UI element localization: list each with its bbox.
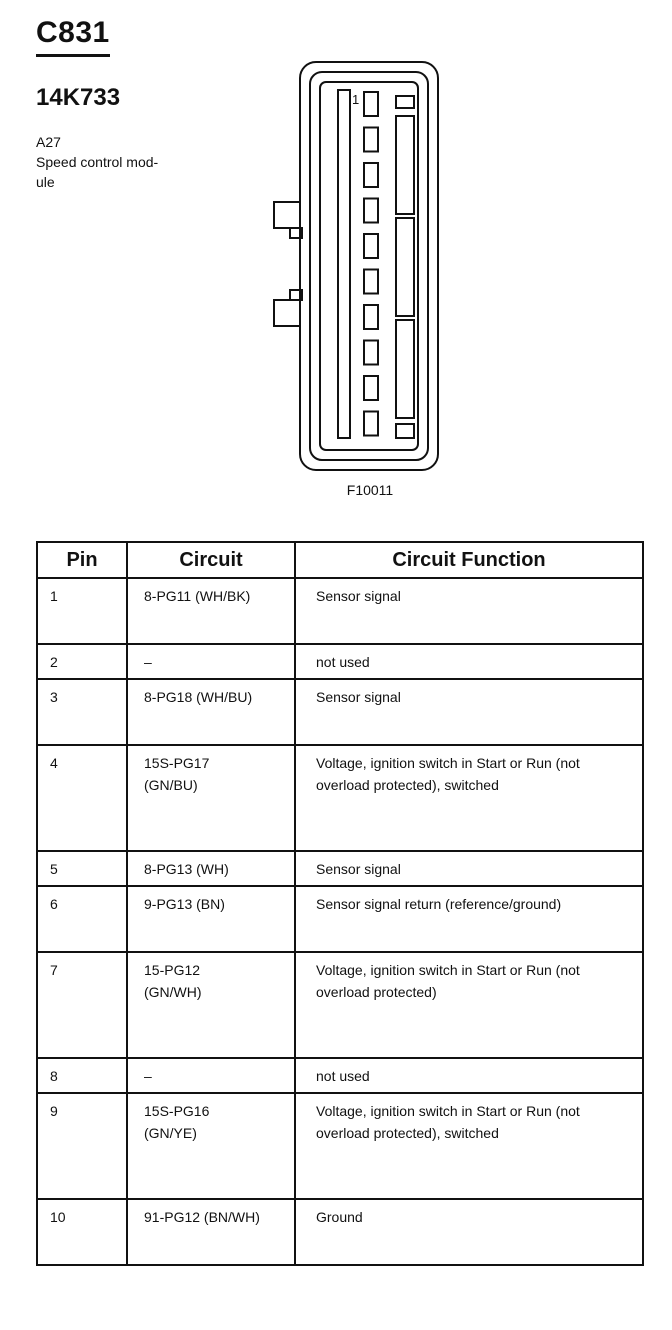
table-row bbox=[37, 1058, 643, 1093]
table-row bbox=[37, 886, 643, 952]
connector-left-rail bbox=[338, 90, 350, 438]
connector-latch-upper bbox=[274, 202, 300, 228]
function-cell: Voltage, ignition switch in Start or Run (not overload protected) bbox=[295, 952, 643, 1058]
table-row bbox=[37, 745, 643, 851]
pin-cell: 3 bbox=[37, 679, 127, 745]
pin-cavity-2 bbox=[364, 128, 378, 152]
circuit-cell: 15S-PG17 (GN/BU) bbox=[127, 745, 295, 851]
function-cell: Sensor signal bbox=[295, 679, 643, 745]
connector-right-rib-1 bbox=[396, 116, 414, 214]
part-number: 14K733 bbox=[36, 84, 121, 111]
function-cell: not used bbox=[295, 1058, 643, 1093]
function-cell: Voltage, ignition switch in Start or Run (not overload protected), switched bbox=[295, 1093, 643, 1199]
table-row bbox=[37, 578, 643, 644]
function-column-header: Circuit Function bbox=[295, 542, 643, 578]
pin-cell: 4 bbox=[37, 745, 127, 851]
pin-cavity-1 bbox=[364, 92, 378, 116]
function-cell: Sensor signal bbox=[295, 851, 643, 886]
location-code: A27 bbox=[36, 134, 61, 150]
connector-face-diagram bbox=[268, 58, 448, 478]
function-cell: not used bbox=[295, 644, 643, 679]
function-cell: Ground bbox=[295, 1199, 643, 1265]
circuit-cell: – bbox=[127, 1058, 295, 1093]
circuit-cell: 15S-PG16 (GN/YE) bbox=[127, 1093, 295, 1199]
pin-cell: 7 bbox=[37, 952, 127, 1058]
pin-cell: 8 bbox=[37, 1058, 127, 1093]
pin-1-label: 1 bbox=[352, 92, 360, 107]
table-row bbox=[37, 1093, 643, 1199]
connector-right-rib-2 bbox=[396, 218, 414, 316]
circuit-cell: 15-PG12 (GN/WH) bbox=[127, 952, 295, 1058]
function-cell: Sensor signal return (reference/ground) bbox=[295, 886, 643, 952]
pin-cell: 2 bbox=[37, 644, 127, 679]
pin-cell: 6 bbox=[37, 886, 127, 952]
pin-cavity-5 bbox=[364, 234, 378, 258]
connector-description bbox=[36, 132, 196, 192]
circuit-cell: 8-PG13 (WH) bbox=[127, 851, 295, 886]
function-cell: Sensor signal bbox=[295, 578, 643, 644]
description-line-2: ule bbox=[36, 174, 55, 190]
connector-latch-lower bbox=[274, 300, 300, 326]
pin-cell: 10 bbox=[37, 1199, 127, 1265]
table-row bbox=[37, 679, 643, 745]
description-line-1: Speed control mod- bbox=[36, 154, 159, 170]
pin-cell: 5 bbox=[37, 851, 127, 886]
table-row bbox=[37, 851, 643, 886]
pin-cavity-4 bbox=[364, 199, 378, 223]
pin-cell: 9 bbox=[37, 1093, 127, 1199]
circuit-column-header: Circuit bbox=[127, 542, 295, 578]
table-row bbox=[37, 1199, 643, 1265]
function-cell: Voltage, ignition switch in Start or Run (not overload protected), switched bbox=[295, 745, 643, 851]
connector-right-rib-3 bbox=[396, 320, 414, 418]
pin-cavity-3 bbox=[364, 163, 378, 187]
pin-cavity-9 bbox=[364, 376, 378, 400]
circuit-cell: 91-PG12 (BN/WH) bbox=[127, 1199, 295, 1265]
pin-cavity-10 bbox=[364, 412, 378, 436]
connector-inner-shell bbox=[310, 72, 428, 460]
connector-right-key-top bbox=[396, 96, 414, 108]
circuit-cell: 8-PG18 (WH/BU) bbox=[127, 679, 295, 745]
pin-column-header: Pin bbox=[37, 542, 127, 578]
pin-table bbox=[36, 541, 644, 1266]
circuit-cell: 9-PG13 (BN) bbox=[127, 886, 295, 952]
circuit-cell: – bbox=[127, 644, 295, 679]
figure-id: F10011 bbox=[346, 482, 394, 498]
pin-cavity-8 bbox=[364, 341, 378, 365]
connector-right-key-bottom bbox=[396, 424, 414, 438]
circuit-cell: 8-PG11 (WH/BK) bbox=[127, 578, 295, 644]
pin-cavity-7 bbox=[364, 305, 378, 329]
connector-cavity bbox=[320, 82, 418, 450]
table-row bbox=[37, 644, 643, 679]
pin-cell: 1 bbox=[37, 578, 127, 644]
table-row bbox=[37, 952, 643, 1058]
pin-cavity-6 bbox=[364, 270, 378, 294]
connector-id: C831 bbox=[36, 14, 110, 57]
pin-table-header bbox=[37, 542, 643, 578]
